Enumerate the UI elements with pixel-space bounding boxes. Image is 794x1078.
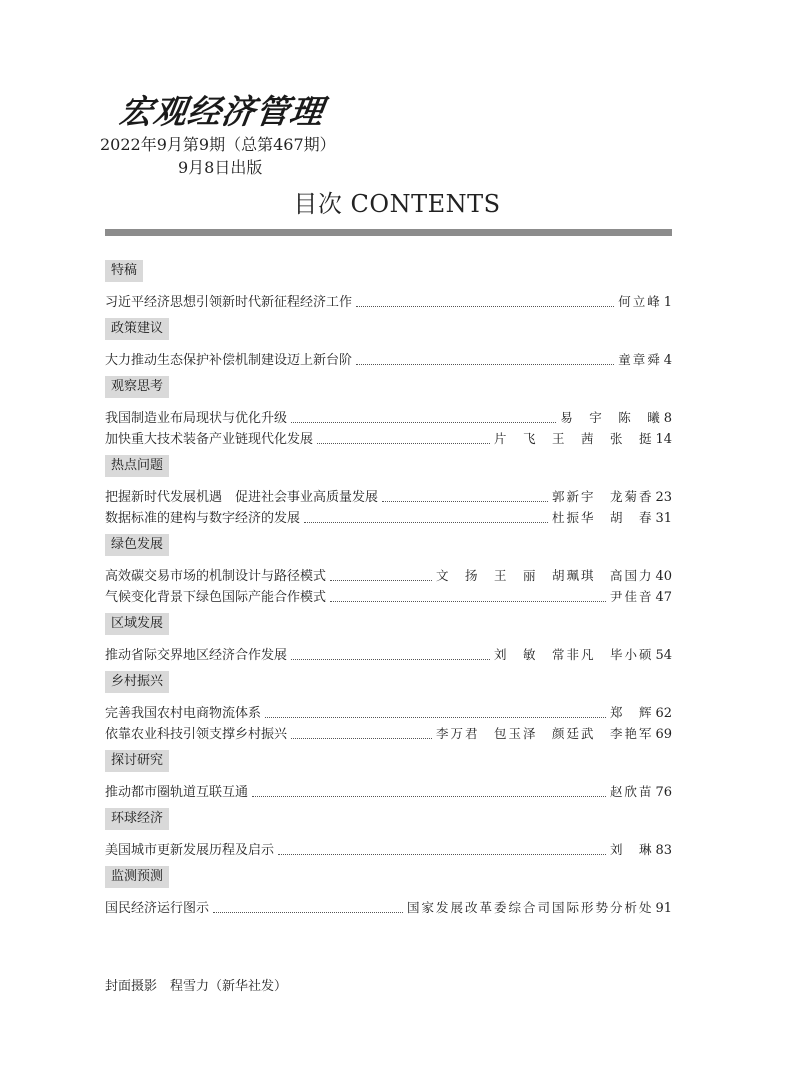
toc-entry[interactable]	[105, 565, 672, 586]
page-number: 54	[655, 648, 672, 663]
page-number: 31	[655, 511, 672, 526]
section-label: 观察思考	[105, 376, 169, 398]
page-number: 40	[655, 569, 672, 584]
dot-leader	[278, 853, 606, 855]
article-title: 依靠农业科技引领支撑乡村振兴	[105, 727, 288, 742]
section-entries	[105, 693, 672, 748]
dot-leader	[382, 500, 548, 502]
page-number: 76	[655, 785, 672, 800]
dot-leader	[330, 600, 606, 602]
dot-leader	[317, 442, 490, 444]
toc-entry[interactable]	[105, 723, 672, 744]
article-author: 赵欣苗	[609, 784, 654, 799]
section-entries	[105, 635, 672, 669]
dot-leader	[356, 305, 614, 307]
section-label: 绿色发展	[105, 534, 169, 556]
issue-info: 2022年9月第9期（总第467期）	[100, 135, 336, 154]
toc-entry[interactable]	[105, 586, 672, 607]
dot-leader	[252, 795, 606, 797]
article-author: 杜振华 胡 春	[551, 510, 654, 525]
article-title: 我国制造业布局现状与优化升级	[105, 411, 288, 426]
dot-leader	[291, 737, 432, 739]
article-author: 刘 敏 常非凡 毕小硕	[493, 647, 654, 662]
page-number: 91	[655, 901, 672, 916]
section-entries	[105, 888, 672, 922]
page-number: 47	[655, 590, 672, 605]
section-entries	[105, 556, 672, 611]
toc-entry[interactable]	[105, 897, 672, 918]
article-author: 郑 辉	[609, 705, 654, 720]
dot-leader	[356, 363, 614, 365]
article-author: 郭新宇 龙菊香	[551, 489, 654, 504]
section-label: 乡村振兴	[105, 671, 169, 693]
toc-section	[105, 669, 672, 748]
article-title: 高效碳交易市场的机制设计与路径模式	[105, 569, 327, 584]
section-entries	[105, 340, 672, 374]
toc-entry[interactable]	[105, 291, 672, 312]
article-title: 推动省际交界地区经济合作发展	[105, 648, 288, 663]
page-number: 83	[655, 843, 672, 858]
journal-logo: 宏观经济管理	[116, 92, 327, 131]
cover-photo-credit: 封面摄影 程雪力（新华社发）	[105, 979, 288, 994]
dot-leader	[330, 579, 432, 581]
article-author: 片 飞 王 茜 张 挺	[493, 431, 654, 446]
toc-entry[interactable]	[105, 486, 672, 507]
article-title: 气候变化背景下绿色国际产能合作模式	[105, 590, 327, 605]
publish-date: 9月8日出版	[178, 158, 263, 177]
toc-sections	[105, 258, 672, 922]
section-label: 热点问题	[105, 455, 169, 477]
dot-leader	[291, 658, 490, 660]
article-title: 数据标准的建构与数字经济的发展	[105, 511, 301, 526]
dot-leader	[304, 521, 548, 523]
toc-section	[105, 374, 672, 453]
toc-section	[105, 258, 672, 316]
section-entries	[105, 830, 672, 864]
article-title: 习近平经济思想引领新时代新征程经济工作	[105, 295, 353, 310]
section-label: 政策建议	[105, 318, 169, 340]
section-entries	[105, 772, 672, 806]
page-number: 62	[655, 706, 672, 721]
page-number: 8	[663, 411, 672, 426]
toc-section	[105, 532, 672, 611]
toc-section	[105, 453, 672, 532]
article-title: 推动都市圈轨道互联互通	[105, 785, 249, 800]
toc-entry[interactable]	[105, 702, 672, 723]
article-author: 童章舜	[618, 352, 662, 367]
toc-entry[interactable]	[105, 781, 672, 802]
article-author: 易 宇 陈 曦	[560, 410, 662, 425]
article-title: 完善我国农村电商物流体系	[105, 706, 262, 721]
article-author: 李万君 包玉泽 颜廷武 李艳军	[435, 726, 654, 741]
toc-section	[105, 864, 672, 922]
article-author: 国家发展改革委综合司国际形势分析处	[406, 900, 654, 915]
toc-entry[interactable]	[105, 644, 672, 665]
section-label: 监测预测	[105, 866, 169, 888]
dot-leader	[265, 716, 606, 718]
toc-section	[105, 748, 672, 806]
article-title: 大力推动生态保护补偿机制建设迈上新台阶	[105, 353, 353, 368]
section-label: 探讨研究	[105, 750, 169, 772]
page-number: 14	[655, 432, 672, 447]
section-label: 特稿	[105, 260, 143, 282]
page-number: 23	[655, 490, 672, 505]
title-divider	[105, 229, 672, 236]
article-author: 何立峰	[618, 294, 662, 309]
page-number: 4	[663, 353, 672, 368]
article-author: 尹佳音	[609, 589, 654, 604]
toc-section	[105, 611, 672, 669]
toc-title: 目次 CONTENTS	[293, 190, 501, 218]
section-label: 环球经济	[105, 808, 169, 830]
article-author: 刘 琳	[609, 842, 654, 857]
section-entries	[105, 282, 672, 316]
toc-section	[105, 316, 672, 374]
article-title: 美国城市更新发展历程及启示	[105, 843, 275, 858]
article-title: 把握新时代发展机遇 促进社会事业高质量发展	[105, 490, 379, 505]
toc-entry[interactable]	[105, 349, 672, 370]
article-title: 国民经济运行图示	[105, 901, 210, 916]
page-number: 69	[655, 727, 672, 742]
section-entries	[105, 398, 672, 453]
article-title: 加快重大技术装备产业链现代化发展	[105, 432, 314, 447]
article-author: 文 扬 王 丽 胡珮琪 高国力	[435, 568, 654, 583]
toc-entry[interactable]	[105, 507, 672, 528]
toc-entry[interactable]	[105, 407, 672, 428]
toc-entry[interactable]	[105, 839, 672, 860]
section-entries	[105, 477, 672, 532]
section-label: 区域发展	[105, 613, 169, 635]
dot-leader	[291, 421, 556, 423]
page-number: 1	[663, 295, 672, 310]
toc-section	[105, 806, 672, 864]
toc-entry[interactable]	[105, 428, 672, 449]
dot-leader	[213, 911, 403, 913]
